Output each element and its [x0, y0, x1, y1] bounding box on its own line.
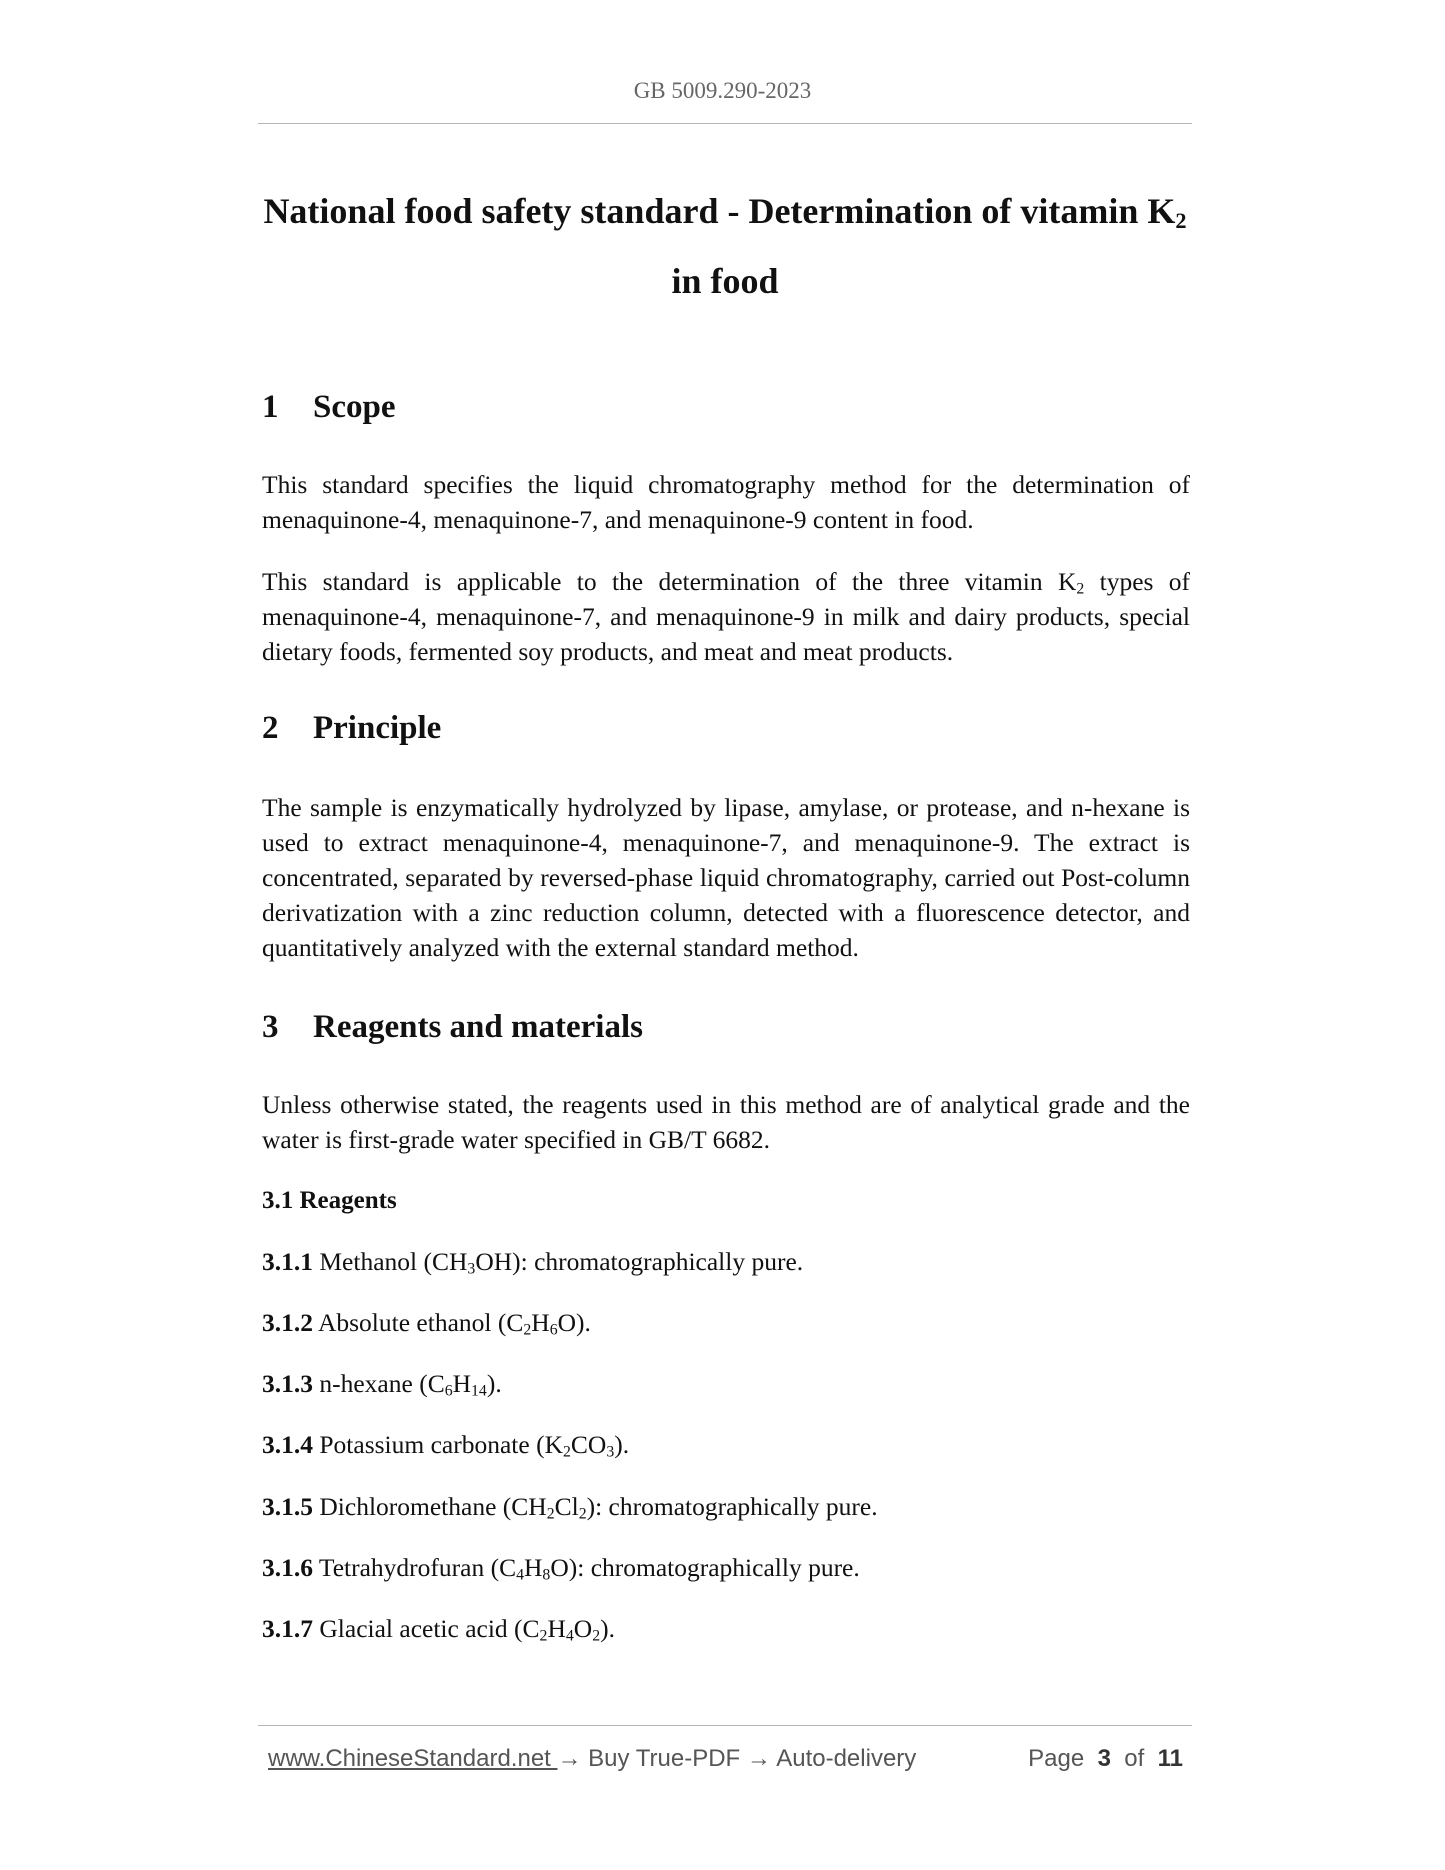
reagent-item-3-1-4: 3.1.4 Potassium carbonate $(K_2CO_3)$.: [262, 1430, 630, 1461]
principle-paragraph: The sample is enzymatically hydrolyzed by lipase, amylase, or protease, and n-hexane is used to extract menaquinone-4, menaquinone-7, and menaquinone-9. The extract is concentrated, separated by reversed-phase liquid chromatography, carried out Post-column derivatization with a zinc reduction column, detected with a fluorescence detector, and quantitatively analyzed with the external standard method.: [262, 793, 1190, 962]
title-line2: in food: [671, 261, 779, 301]
page-footer: [268, 1745, 1183, 1779]
current-page-number: 3: [1097, 1745, 1111, 1772]
section-heading-reagents: 3 Reagents and materials: [262, 1009, 643, 1045]
section-heading-scope: 1 Scope: [262, 389, 396, 425]
header-divider: [258, 123, 1192, 124]
chinesestandard-link[interactable]: www.ChineseStandard.net: [268, 1745, 558, 1772]
title-line1: National food safety standard - Determination of vitamin $K_2$: [263, 191, 1187, 233]
reagent-item-3-1-7: 3.1.7 Glacial acetic acid $(C_2H_4O_2)$.: [262, 1614, 615, 1645]
document-title: [240, 176, 1210, 316]
footer-tagline: → Buy True-PDF → Auto-delivery: [557, 1745, 917, 1772]
reagent-item-3-1-1: 3.1.1 Methanol $(CH_3OH)$: chromatographically pure.: [262, 1247, 804, 1278]
reagent-item-3-1-3: 3.1.3 n-hexane $(C_6H_{14})$.: [262, 1369, 502, 1400]
reagent-item-3-1-2: 3.1.2 Absolute ethanol $(C_2H_6O)$.: [262, 1308, 591, 1339]
footer-divider: [258, 1725, 1192, 1726]
scope-paragraph-1: This standard specifies the liquid chromatography method for the determination of menaquinone-4, menaquinone-7, and menaquinone-9 content in food.: [262, 470, 1190, 534]
footer-promo: [268, 1745, 916, 1773]
scope-paragraph-2: This standard is applicable to the determination of the three vitamin $K_2$ types of menaquinone-4, menaquinone-7, and menaquinone-9 in milk and dairy products, special dietary foods, fermented soy products, and meat and meat products.: [262, 567, 1190, 666]
reagent-item-3-1-5: 3.1.5 Dichloromethane $(CH_2Cl_2)$: chromatographically pure.: [262, 1492, 878, 1523]
subsection-heading-reagents: 3.1 Reagents: [262, 1187, 397, 1214]
section-heading-principle: 2 Principle: [262, 710, 442, 746]
page-indicator: Page 3 of 11: [1028, 1745, 1183, 1772]
reagents-paragraph: Unless otherwise stated, the reagents used in this method are of analytical grade and the water is first-grade water specified in GB/T 6682.: [262, 1090, 1190, 1154]
total-page-number: 11: [1157, 1745, 1183, 1772]
standard-code-header: GB 5009.290-2023: [633, 78, 812, 103]
reagent-item-3-1-6: 3.1.6 Tetrahydrofuran $(C_4H_8O)$: chromatographically pure.: [262, 1553, 860, 1584]
